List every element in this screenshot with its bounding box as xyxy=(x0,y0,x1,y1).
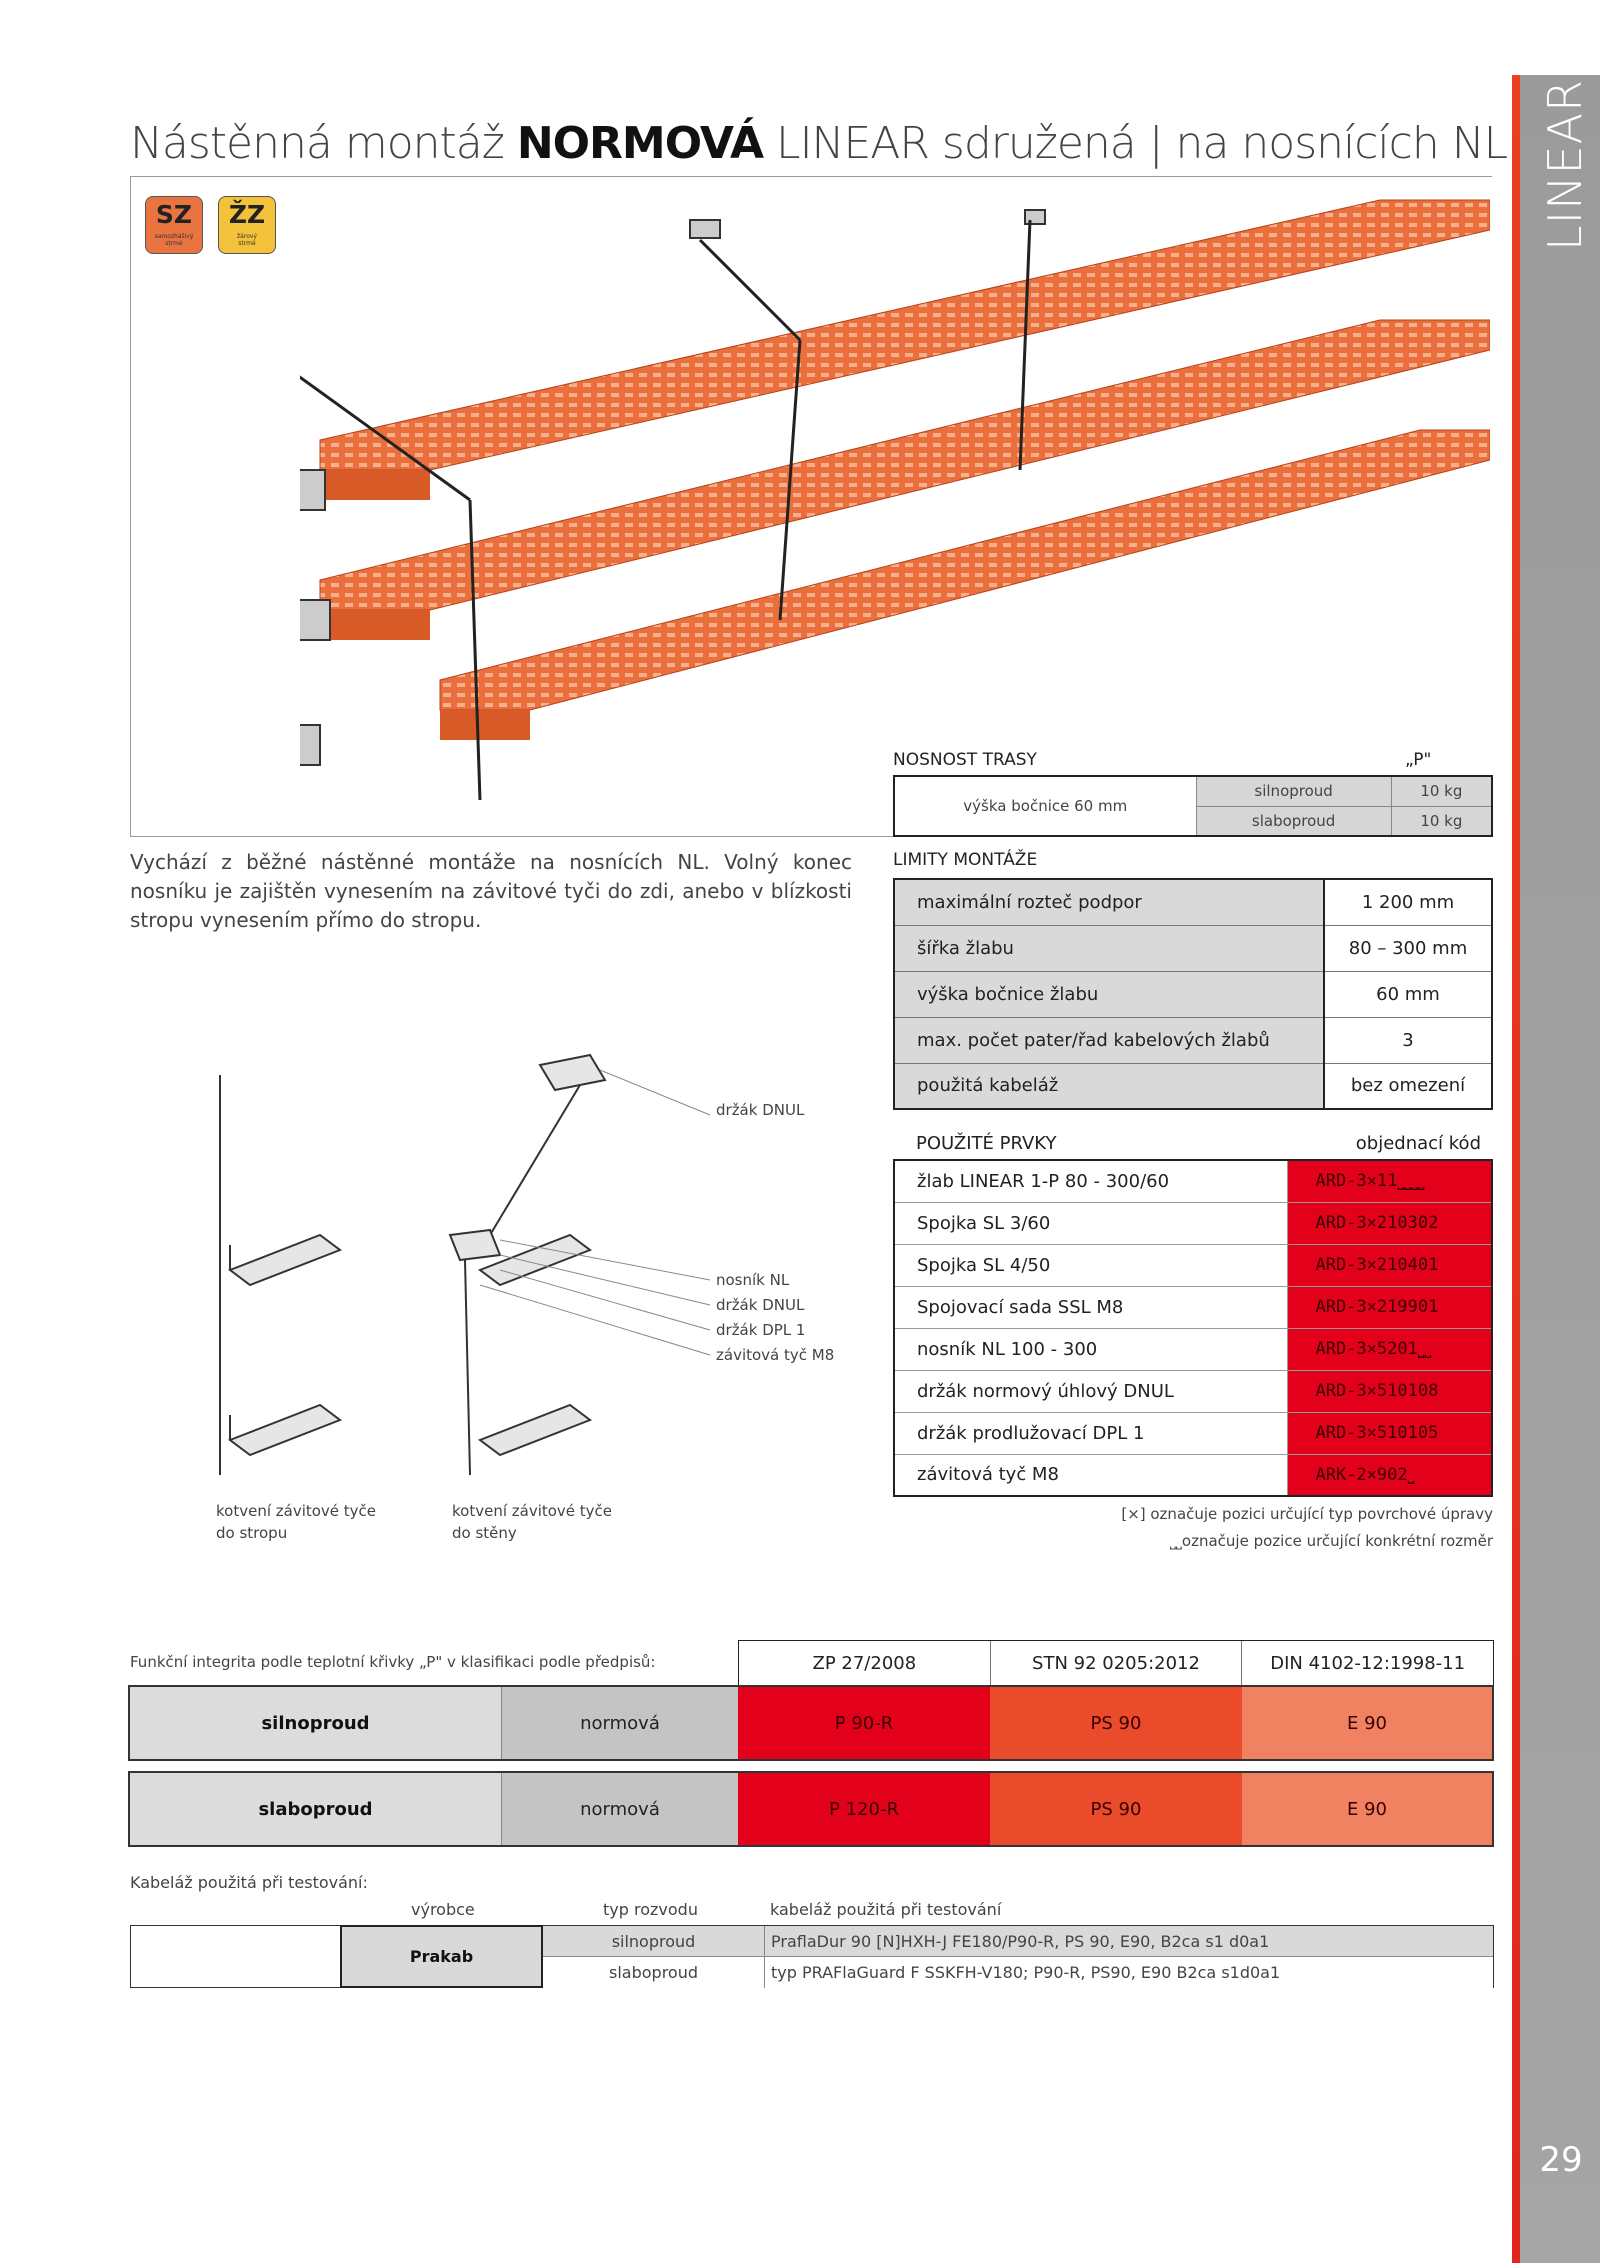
prvky-header xyxy=(916,1133,1493,1159)
prvky-name: Spojka SL 4/50 xyxy=(894,1244,1287,1286)
page-title: Nástěnná montáž NORMOVÁ LINEAR sdružená | na nosnících NL xyxy=(130,118,1508,169)
prvky-name: závitová tyč M8 xyxy=(894,1454,1287,1496)
cables-cable: typ PRAFlaGuard F SSKFH-V180; P90-R, PS90, E90 B2ca s1d0a1 xyxy=(765,1957,1493,1988)
limity-table xyxy=(893,878,1493,1110)
note-surface: [×] označuje pozici určující typ povrchové úpravy xyxy=(1121,1505,1493,1523)
nosnost-type: silnoproud xyxy=(1196,776,1391,806)
note-dimension: ⎵⎵označuje pozice určující konkrétní rozměr xyxy=(1169,1532,1493,1550)
limity-name: max. počet pater/řad kabelových žlabů xyxy=(894,1017,1324,1063)
prvky-code: ARD-3×11⎵⎵⎵⎵ xyxy=(1287,1160,1492,1202)
fire-din: E 90 xyxy=(1242,1687,1492,1759)
prvky-table xyxy=(893,1159,1493,1497)
fire-din: E 90 xyxy=(1242,1773,1492,1845)
nosnost-type: slaboproud xyxy=(1196,806,1391,836)
caption-ceiling: kotvení závitové tyče do stropu xyxy=(216,1502,377,1542)
limity-value: 1 200 mm xyxy=(1324,879,1492,925)
cables-h-maker: výrobce xyxy=(411,1900,475,1919)
fire-row-silnoproud xyxy=(128,1685,1494,1761)
prvky-name: držák normový úhlový DNUL xyxy=(894,1370,1287,1412)
prvky-label: POUŽITÉ PRVKY xyxy=(916,1133,1057,1154)
fire-header-cell: DIN 4102-12:1998-11 xyxy=(1241,1641,1493,1685)
fire-type: slaboproud xyxy=(130,1773,502,1845)
cable-tray-illustration xyxy=(300,180,1490,820)
prvky-name: Spojovací sada SSL M8 xyxy=(894,1286,1287,1328)
cables-label: Kabeláž použitá při testování: xyxy=(130,1873,368,1892)
nosnost-table xyxy=(893,775,1493,837)
prvky-code: ARD-3×5201⎵⎵ xyxy=(1287,1328,1492,1370)
fire-row-slaboproud xyxy=(128,1771,1494,1847)
fire-mode: normová xyxy=(502,1773,738,1845)
cables-h-type: typ rozvodu xyxy=(603,1900,698,1919)
prvky-name: Spojka SL 3/60 xyxy=(894,1202,1287,1244)
limity-label: LIMITY MONTÁŽE xyxy=(893,850,1038,870)
fire-mode: normová xyxy=(502,1687,738,1759)
nosnost-value: 10 kg xyxy=(1391,776,1492,806)
prvky-code: ARD-3×210302 xyxy=(1287,1202,1492,1244)
fire-stn: PS 90 xyxy=(990,1687,1242,1759)
limity-name: maximální rozteč podpor xyxy=(894,879,1324,925)
fire-type: silnoproud xyxy=(130,1687,502,1759)
side-accent xyxy=(1512,75,1520,2263)
prvky-code: ARD-3×510108 xyxy=(1287,1370,1492,1412)
side-strip xyxy=(1512,75,1600,2263)
nosnost-value: 10 kg xyxy=(1391,806,1492,836)
side-label: LINEAR xyxy=(1538,78,1593,252)
prvky-code: ARD-3×219901 xyxy=(1287,1286,1492,1328)
nosnost-row-header: výška bočnice 60 mm xyxy=(894,776,1196,836)
fire-stn: PS 90 xyxy=(990,1773,1242,1845)
fire-zp: P 90-R xyxy=(738,1687,990,1759)
limity-value: 60 mm xyxy=(1324,971,1492,1017)
badge-sz: SZ samozhášivý strmé xyxy=(145,196,203,254)
prvky-name: nosník NL 100 - 300 xyxy=(894,1328,1287,1370)
cables-maker: Prakab xyxy=(340,1925,543,1988)
limity-name: šířka žlabu xyxy=(894,925,1324,971)
cables-h-cable: kabeláž použitá při testování xyxy=(770,1900,1002,1919)
intro-text: Vychází z běžné nástěnné montáže na nosnících NL. Volný konec nosníku je zajištěn vynesením na závitové tyči do zdi, anebo v blízkosti stropu vynesením přímo do stropu. xyxy=(130,850,852,932)
prvky-code-label: objednací kód xyxy=(1355,1133,1481,1154)
page-number: 29 xyxy=(1539,2140,1583,2180)
cables-type: slaboproud xyxy=(543,1957,765,1988)
badge-zz: ŽZ žárový strmé xyxy=(218,196,276,254)
limity-name: výška bočnice žlabu xyxy=(894,971,1324,1017)
nosnost-label: NOSNOST TRASY xyxy=(893,750,1037,770)
prvky-name: držák prodlužovací DPL 1 xyxy=(894,1412,1287,1454)
limity-value: 80 – 300 mm xyxy=(1324,925,1492,971)
fire-zp: P 120-R xyxy=(738,1773,990,1845)
prvky-code: ARD-3×510105 xyxy=(1287,1412,1492,1454)
cables-type: silnoproud xyxy=(543,1926,765,1957)
callout-list: nosník NL držák DNUL držák DPL 1 závitová tyč M8 xyxy=(716,1271,835,1364)
fire-header xyxy=(738,1640,1494,1686)
fire-header-cell: STN 92 0205:2012 xyxy=(990,1641,1242,1685)
prvky-name: žlab LINEAR 1-P 80 - 300/60 xyxy=(894,1160,1287,1202)
prvky-code: ARK-2×902⎵ xyxy=(1287,1454,1492,1496)
limity-value: bez omezení xyxy=(1324,1063,1492,1109)
fire-caption: Funkční integrita podle teplotní křivky „P" v klasifikaci podle předpisů: xyxy=(130,1653,656,1671)
prvky-code: ARD-3×210401 xyxy=(1287,1244,1492,1286)
caption-wall: kotvení závitové tyče do stěny xyxy=(452,1502,613,1542)
callout-top: držák DNUL xyxy=(716,1101,805,1119)
nosnost-p-label: „P" xyxy=(1405,750,1432,770)
limity-value: 3 xyxy=(1324,1017,1492,1063)
limity-name: použitá kabeláž xyxy=(894,1063,1324,1109)
fire-header-cell: ZP 27/2008 xyxy=(812,1652,917,1674)
cables-cable: PraflaDur 90 [N]HXH-J FE180/P90-R, PS 90, E90, B2ca s1 d0a1 xyxy=(765,1926,1493,1957)
